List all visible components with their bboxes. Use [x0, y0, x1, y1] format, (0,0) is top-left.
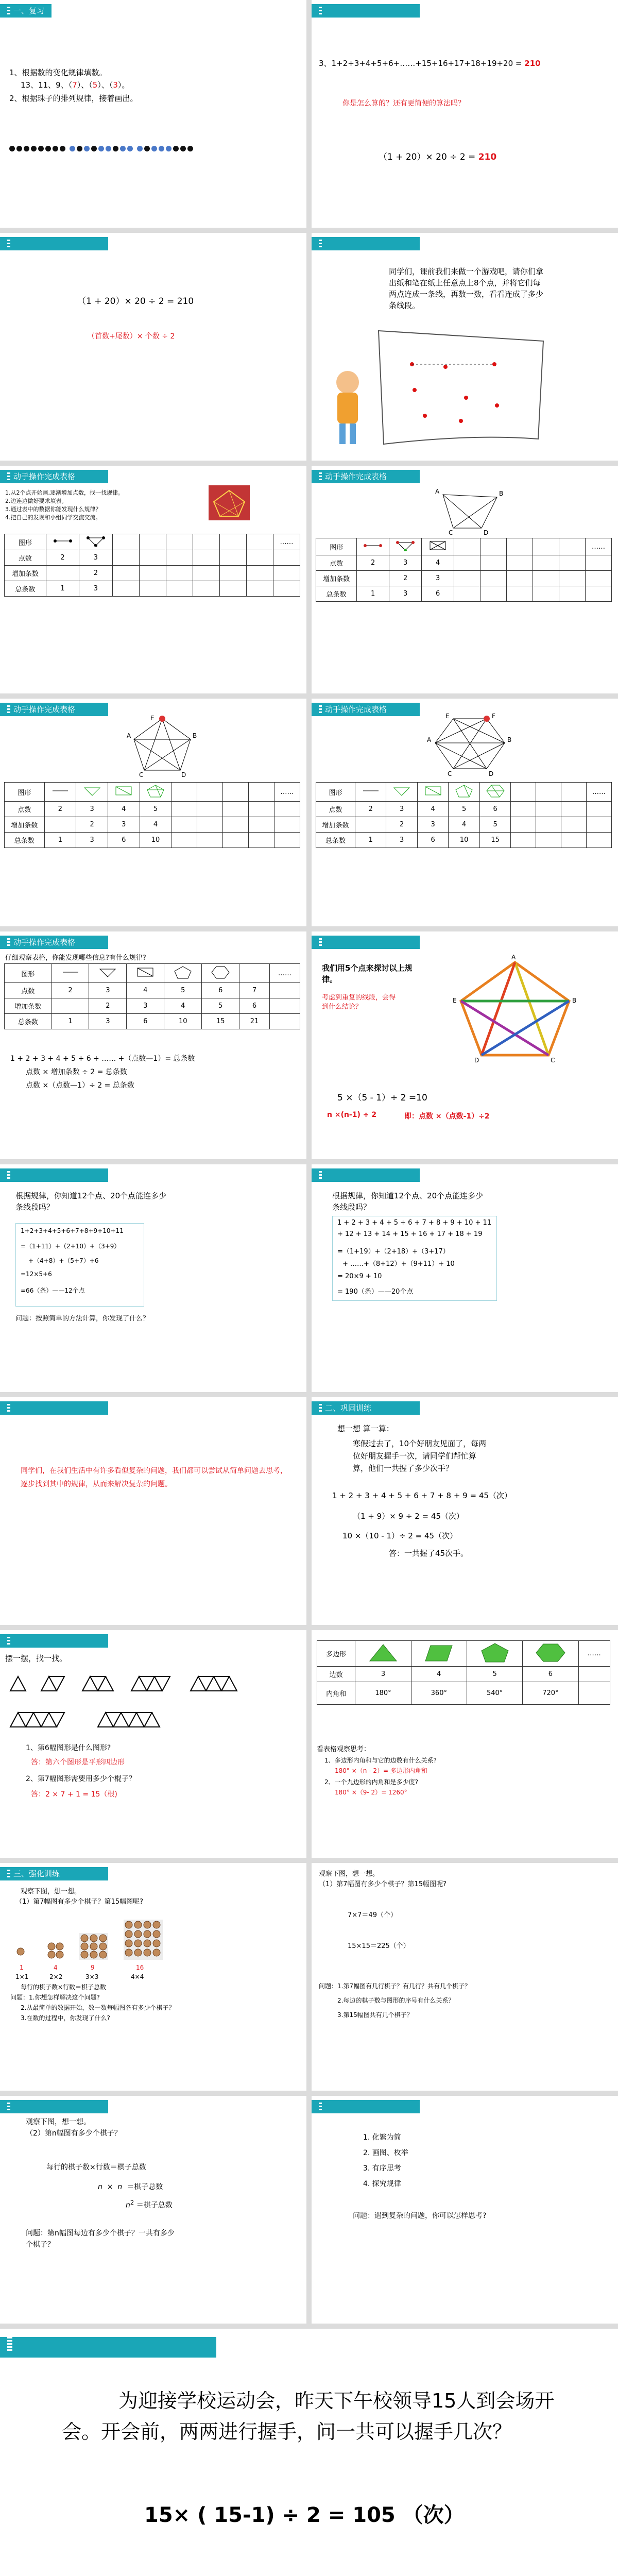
slide-header-bar: [0, 1634, 108, 1648]
polygon-table: [317, 1640, 610, 1705]
point-label: A: [127, 732, 131, 739]
table-cell: 10: [140, 833, 171, 848]
formula-n-squared: $n^2$ ＝棋子总数: [126, 2199, 173, 2210]
slide-15: [0, 1630, 306, 1858]
row-label: 增加条数: [5, 998, 52, 1014]
work-line: +（4+8）+（5+7）+6: [28, 1257, 99, 1264]
table-cell: 3: [389, 555, 422, 571]
table-cell: 2: [389, 571, 422, 586]
point-label: A: [511, 954, 516, 961]
colored-pentagon: [451, 952, 579, 1065]
slide-16: [312, 1630, 618, 1858]
row-label: 总条数: [5, 1014, 52, 1029]
data-table: [316, 782, 612, 848]
step-1: 1.从2个点开始画,逐渐增加点数，找一找规律。: [5, 489, 124, 496]
ellipsis-cell: ……: [585, 538, 611, 555]
table-cell: 6: [523, 1667, 578, 1682]
table-cell: 2: [76, 817, 108, 833]
expr-4: 4×4: [131, 1973, 144, 1980]
table-cell: 3: [127, 998, 164, 1014]
problem-text: 为迎接学校运动会，昨天下午校领导15人到会场开会。开会前，两两进行握手，问一共可以握手几次？: [62, 2389, 555, 2443]
formula-n: n × n ＝棋子总数: [98, 2183, 163, 2191]
table-cell: 1: [355, 833, 386, 848]
row-label: 图形: [316, 783, 355, 802]
point-label: C: [551, 1057, 555, 1064]
task-question: （1）第7幅图有多少个棋子？第15幅图呢?: [319, 1880, 447, 1888]
bead-row: [9, 144, 195, 154]
slide-19: [0, 2096, 306, 2324]
table-question: 仔细观察表格，你能发现哪些信息?有什么规律?: [5, 954, 146, 962]
question-3: 3.第15幅图共有几个棋子？: [337, 2011, 413, 2019]
slide-header: 二、巩固训练: [312, 1401, 420, 1415]
summary-item: 4. 探究规律: [363, 2180, 401, 2188]
point-label: D: [474, 1057, 479, 1064]
table-cell: 3: [89, 1014, 127, 1029]
work-line: =66（条）——12个点: [21, 1287, 85, 1294]
question-1: 问题：1.你想怎样解决这个问题?: [10, 1994, 100, 2001]
table-cell: 10: [449, 833, 479, 848]
slide-9: [0, 931, 306, 1159]
slide-header-bar: [312, 1168, 420, 1182]
point-label: D: [489, 770, 494, 777]
slide-header: 动手操作完成表格: [0, 936, 108, 949]
table-cell: 540°: [467, 1682, 522, 1705]
question-3: 3.在数的过程中，你发现了什么?: [21, 2014, 110, 2022]
table-cell: 2: [355, 802, 386, 817]
table-cell: 6: [417, 833, 448, 848]
table-cell: 5: [202, 998, 239, 1014]
slide-4: [312, 233, 618, 461]
answer: 答：一共握了45次手。: [389, 1549, 469, 1558]
row-label: 点数: [316, 802, 355, 817]
step-4: 4.把自己的发现和小组同学交流交流。: [5, 514, 101, 521]
task-question: （2）第n幅图有多少个棋子？: [26, 2129, 122, 2138]
step-2: 2.边连边做好要求填表。: [5, 498, 67, 504]
question: 根据规律，你知道12个点、20个点能连多少条线段吗？: [15, 1191, 167, 1212]
chess-piece-grids: [10, 1909, 299, 1961]
slide-header: 动手操作完成表格: [0, 703, 108, 716]
table-cell: 3: [355, 1667, 411, 1682]
question-2: 2、根据珠子的排列规律，接着画出。: [9, 94, 138, 103]
expr-1: 1×1: [15, 1973, 29, 1980]
row-label: 点数: [316, 555, 357, 571]
slide-2: [312, 0, 618, 228]
point-label: E: [453, 997, 457, 1004]
table-cell: 3: [79, 581, 112, 597]
table-cell: 5: [467, 1667, 522, 1682]
quadrilateral-diagram: [430, 484, 507, 536]
work-line: =（1+19）+（2+18）+（3+17）: [337, 1248, 450, 1256]
formula-note: （首数+尾数）× 个数 ÷ 2: [88, 332, 175, 341]
hexagon-diagram: [420, 711, 518, 778]
slide-8: [312, 699, 618, 926]
slide-header: 一、复习导入: [0, 4, 52, 18]
point-label: C: [448, 770, 452, 777]
general-formula-text: 即：点数 ×（点数-1）÷2: [404, 1112, 490, 1121]
row-label: 增加条数: [316, 571, 357, 586]
formula-2: 15×15＝225（个）: [348, 1942, 410, 1950]
ellipsis-cell: ……: [270, 964, 300, 983]
slide-12: [312, 1164, 618, 1392]
table-cell: 720°: [523, 1682, 578, 1705]
rule-line-3: 点数 ×（点数—1）÷ 2 = 总条数: [26, 1081, 134, 1090]
row-label: 总条数: [316, 833, 355, 848]
table-cell: 360°: [411, 1682, 467, 1705]
task-title: 观察下图，想一想。: [21, 1888, 81, 1895]
slide-header: 动手操作完成表格: [0, 470, 108, 483]
count-1: 1: [20, 1964, 24, 1971]
slide-header: 三、强化训练: [0, 1867, 108, 1880]
work-line: =12×5+6: [21, 1270, 52, 1278]
point-label: E: [445, 713, 450, 720]
table-cell: 15: [202, 1014, 239, 1029]
slide-6: [312, 466, 618, 693]
point-label: F: [492, 713, 495, 720]
table-cell: 6: [202, 983, 239, 998]
data-table: [316, 538, 612, 602]
table-cell: 3: [108, 817, 140, 833]
slide-header: 动手操作完成表格: [312, 470, 420, 483]
work-line: 1+2+3+4+5+6+7+8+9+10+11: [21, 1227, 124, 1234]
data-table: [4, 963, 300, 1029]
work-line: + ……+（8+12）+（9+11）+ 10: [342, 1260, 455, 1268]
expr-3: 3×3: [85, 1973, 99, 1980]
table-cell: 4: [449, 817, 479, 833]
count-2: 4: [54, 1964, 58, 1971]
table-cell: 4: [411, 1667, 467, 1682]
point-label: C: [449, 529, 453, 536]
sum-question: 3、1+2+3+4+5+6+……+15+16+17+18+19+20 = 210: [319, 59, 541, 68]
work-line: = 20×9 + 10: [337, 1273, 382, 1280]
slide-11: [0, 1164, 306, 1392]
point-label: B: [507, 736, 512, 743]
point-label: C: [139, 771, 144, 778]
row-label: 图形: [5, 783, 45, 802]
slide-5: [0, 466, 306, 693]
formula-1: 7×7＝49（个）: [348, 1911, 397, 1919]
slide-3: [0, 233, 306, 461]
pentagon-diagram: [124, 711, 201, 778]
point-label: D: [181, 771, 186, 778]
slide-10: [312, 931, 618, 1159]
hint: 你是怎么算的？还有更简便的算法吗？: [342, 99, 465, 108]
table-cell: 3: [386, 802, 417, 817]
slide-header-bar: [312, 2100, 420, 2113]
table-cell: 3: [76, 802, 108, 817]
row-label: 点数: [5, 802, 45, 817]
row-label: 内角和: [317, 1682, 355, 1705]
question-1: 1、根据数的变化规律填数。: [9, 68, 107, 77]
row-label: 点数: [5, 550, 46, 566]
slide-7: [0, 699, 306, 926]
task-question: （1）第7幅图有多少个棋子？第15幅图呢?: [15, 1898, 143, 1906]
task-title: 想一想 算一算：: [337, 1424, 394, 1433]
question-1: 1、第6幅图形是什么图形?: [26, 1744, 111, 1752]
table-cell: 5: [449, 802, 479, 817]
slide-subtitle: 考虑到重复的线段，会得到什么结论？: [322, 994, 396, 1011]
table-cell: 6: [479, 802, 510, 817]
question-2: 2、第7幅图形需要用多少个棍子？: [26, 1775, 136, 1783]
task-title: 观察下图，想一想。: [319, 1870, 380, 1878]
question: 根据规律，你知道12个点、20个点能连多少条线段吗？: [332, 1191, 484, 1212]
shape-cell: [79, 534, 112, 550]
table-cell: 2: [89, 998, 127, 1014]
table-cell: 3: [76, 833, 108, 848]
row-label: 总条数: [5, 581, 46, 597]
work-line: 1 + 2 + 3 + 4 + 5 + 6 + 7 + 8 + 9 + 10 + 11: [337, 1219, 492, 1227]
data-table: [4, 782, 300, 848]
table-cell: 3: [422, 571, 454, 586]
answer-1: 答：第六个图形是平形四边形: [31, 1758, 125, 1767]
table-cell: 4: [127, 983, 164, 998]
question-2: 2.从最简单的数据开始，数一数每幅图各有多少个棋子？: [21, 2004, 175, 2011]
slide-header-bar: [0, 2100, 108, 2113]
slide-1: [0, 0, 306, 228]
table-cell: 4: [108, 802, 140, 817]
table-cell: 10: [164, 1014, 202, 1029]
summary-item: 2. 画图、枚举: [363, 2149, 408, 2157]
slide-header-bar: [312, 237, 420, 250]
game-text: 同学们，课前我们来做一个游戏吧，请你们拿出纸和笔在纸上任意点上8个点，并将它们每两点连成一条线，再数一数，看看连成了多少条线段。: [389, 267, 544, 310]
slide-header-bar: [312, 4, 420, 18]
task-text: 寒假过去了，10个好朋友见面了，每两位好朋友握手一次，请同学们帮忙算算，他们一共握了多少次手？: [353, 1439, 487, 1473]
formula-1: 1 + 2 + 3 + 4 + 5 + 6 + 7 + 8 + 9 = 45（次）: [332, 1491, 512, 1500]
task-title: 观察下图，想一想。: [26, 2118, 91, 2126]
slide-title: 我们用5个点来探讨以上规律。: [322, 963, 413, 984]
point-label: E: [150, 715, 154, 722]
table-cell: 4: [422, 555, 454, 571]
slide-13: [0, 1397, 306, 1625]
task-title: 摆一摆，找一找。: [5, 1654, 67, 1663]
work-line: =（1+11）+（2+10）+（3+9）: [21, 1243, 121, 1250]
table-cell: 2: [357, 555, 389, 571]
row-label: 总条数: [316, 586, 357, 602]
slide-header-bar: [0, 1401, 108, 1415]
table-cell: 180°: [355, 1682, 411, 1705]
row-label: 图形: [5, 534, 46, 550]
slide-header-bar: [0, 1168, 108, 1182]
slide-header-bar: [0, 237, 108, 250]
formula: （1 + 20）× 20 ÷ 2 = 210: [77, 296, 194, 307]
table-cell: 2: [79, 566, 112, 581]
table-cell: 3: [79, 550, 112, 566]
table-cell: 2: [52, 983, 89, 998]
point-label: A: [427, 736, 432, 743]
table-cell: 3: [389, 586, 422, 602]
question-1: 1、多边形内角和与它的边数有什么关系?: [324, 1757, 437, 1764]
slide-21: [0, 2329, 618, 2576]
pentagon-thumbnail: [209, 485, 250, 520]
table-cell: 1: [357, 586, 389, 602]
row-label: 增加条数: [5, 817, 45, 833]
table-cell: 6: [108, 833, 140, 848]
summary-text: 同学们，在我们生活中有许多看似复杂的问题，我们都可以尝试从简单问题去思考，逐步找到其中的规律，从而来解决复杂的问题。: [21, 1467, 287, 1488]
point-label: B: [572, 997, 577, 1004]
rule: 每行的棋子数×行数＝棋子总数: [46, 2163, 146, 2172]
data-table: [4, 534, 300, 597]
table-cell: 3: [417, 817, 448, 833]
table-cell: 4: [417, 802, 448, 817]
ellipsis-cell: ……: [273, 534, 300, 550]
game-illustration: [317, 315, 615, 460]
slide-header-bar: [0, 2337, 216, 2358]
question: 问题：遇到复杂的问题，你可以怎样思考?: [353, 2212, 487, 2220]
question: 问题：第n幅图每边有多少个棋子？一共有多少个棋子？: [26, 2229, 175, 2249]
point-label: B: [193, 732, 197, 739]
formula-3: 10 ×（10 - 1）÷ 2 = 45（次）: [342, 1531, 458, 1540]
table-cell: 1: [52, 1014, 89, 1029]
work-line: + 12 + 13 + 14 + 15 + 16 + 17 + 18 + 19: [337, 1230, 483, 1238]
table-cell: 4: [164, 998, 202, 1014]
rule-line-1: 1 + 2 + 3 + 4 + 5 + 6 + …… +（点数—1）= 总条数: [10, 1055, 195, 1063]
table-cell: 6: [239, 998, 270, 1014]
slide-14: [312, 1397, 618, 1625]
row-label: 图形: [316, 538, 357, 555]
ellipsis-cell: ……: [274, 783, 300, 802]
point-label: B: [499, 490, 504, 497]
row-label: 点数: [5, 983, 52, 998]
slide-17: [0, 1863, 306, 2091]
summary-item: 3. 有序思考: [363, 2164, 401, 2173]
question-note: 问题：按照简单的方法计算，你发现了什么？: [15, 1315, 150, 1323]
question-1: 问题：1.第7幅图有几行棋子？有几行？共有几个棋子？: [319, 1982, 471, 1990]
count-3: 9: [91, 1964, 95, 1971]
question-2: 2、一个九边形的内角和是多少度?: [324, 1778, 419, 1786]
rule: 每行的棋子数×行数＝棋子总数: [21, 1984, 107, 1991]
table-cell: 5: [140, 802, 171, 817]
row-label: 增加条数: [316, 817, 355, 833]
table-cell: 15: [479, 833, 510, 848]
count-4: 16: [136, 1964, 144, 1971]
table-cell: 5: [479, 817, 510, 833]
table-cell: 7: [239, 983, 270, 998]
table-cell: 21: [239, 1014, 270, 1029]
ellipsis-cell: ……: [587, 783, 612, 802]
slide-header-bar: [312, 936, 420, 949]
table-cell: 1: [44, 833, 76, 848]
triangle-patterns: [5, 1670, 294, 1732]
answer-1: 180° ×（n - 2）= 多边形内角和: [335, 1767, 427, 1774]
table-cell: 2: [44, 802, 76, 817]
table-cell: 5: [164, 983, 202, 998]
table-cell: 6: [127, 1014, 164, 1029]
answer-formula: 15× ( 15-1) ÷ 2 = 105 （次）: [144, 2503, 465, 2527]
point-label: A: [435, 488, 440, 495]
step-3: 3.通过表中的数据你能发现什么规律？: [5, 506, 101, 513]
row-label: 边数: [317, 1667, 355, 1682]
formula: （1 + 20）× 20 ÷ 2 = 210: [379, 152, 497, 162]
table-cell: 3: [386, 833, 417, 848]
sequence: 13、11、9、（7）、（5）、（3）。: [21, 80, 130, 90]
table-cell: 3: [89, 983, 127, 998]
table-cell: 1: [46, 581, 79, 597]
table-cell: 6: [422, 586, 454, 602]
expr-2: 2×2: [49, 1973, 63, 1980]
general-formula: n ×(n-1) ÷ 2: [327, 1111, 377, 1119]
formula-2: （1 + 9）× 9 ÷ 2 = 45（次）: [353, 1512, 464, 1521]
point-label: D: [484, 529, 489, 536]
row-label: 多边形: [317, 1641, 355, 1667]
slide-20: [312, 2096, 618, 2324]
slide-18: [312, 1863, 618, 2091]
summary-item: 1. 化繁为简: [363, 2133, 401, 2142]
slide-header: 动手操作完成表格: [312, 703, 420, 716]
ellipsis-cell: ……: [578, 1641, 610, 1667]
rule-line-2: 点数 × 增加条数 ÷ 2 = 总条数: [26, 1068, 127, 1076]
answer-2: 180° ×（9- 2）= 1260°: [335, 1789, 407, 1796]
work-line: = 190（条）——20个点: [337, 1288, 414, 1296]
table-cell: 4: [140, 817, 171, 833]
row-label: 增加条数: [5, 566, 46, 581]
table-cell: 2: [46, 550, 79, 566]
formula: 5 ×（5 - 1）÷ 2 =10: [337, 1093, 427, 1103]
observe-title: 看表格观察思考：: [317, 1745, 371, 1753]
table-cell: 2: [386, 817, 417, 833]
row-label: 总条数: [5, 833, 45, 848]
answer-2: 答：2 × 7 + 1 = 15（根): [31, 1790, 117, 1799]
row-label: 图形: [5, 964, 52, 983]
shape-cell: [46, 534, 79, 550]
question-2: 2.每边的棋子数与图形的序号有什么关系？: [337, 1997, 455, 2004]
